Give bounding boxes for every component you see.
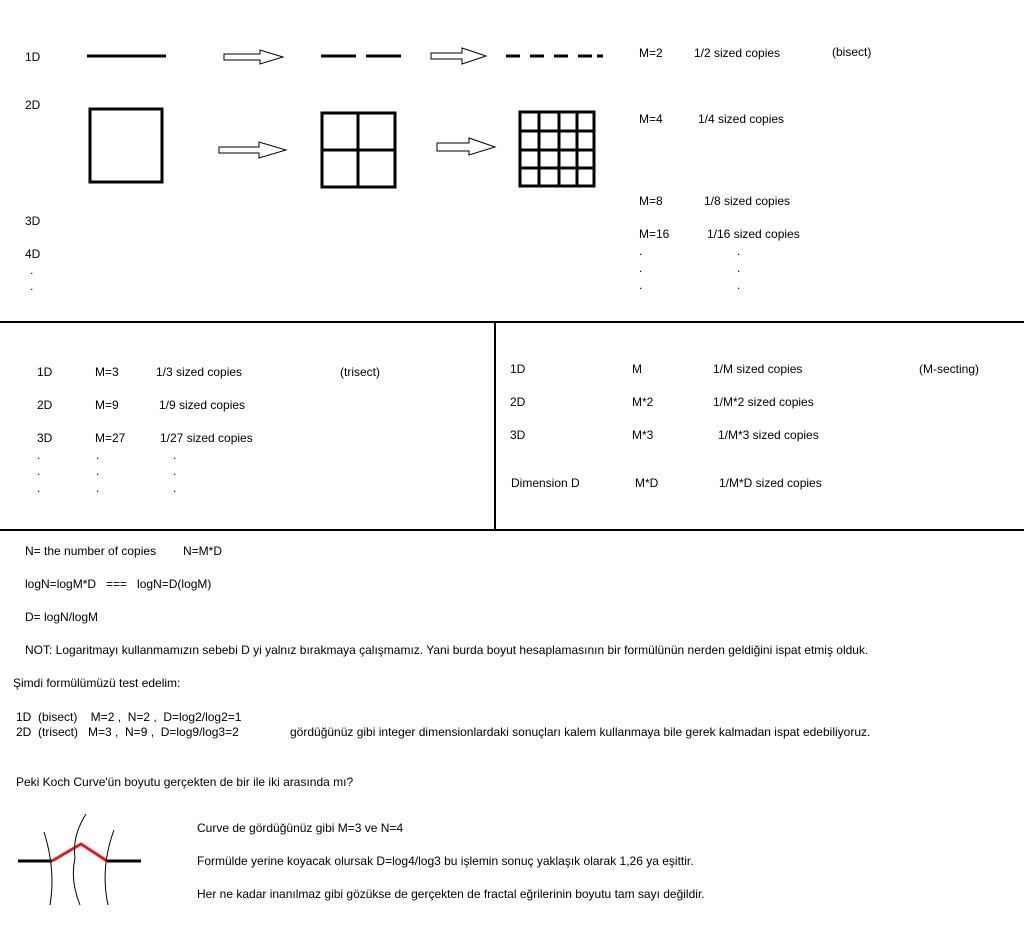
ellipsis-dot: . [96, 448, 100, 462]
rp-dim: 1D [510, 362, 526, 376]
square-sixteenths [520, 112, 594, 186]
quarter-copies-label: 1/4 sized copies [698, 112, 785, 126]
lp-copies: 1/9 sized copies [159, 398, 246, 412]
koch-formula-text: Formülde yerine koyacak olursak D=log4/log3 bu işlemin sonuç yaklaşık olarak 1,26 ya eşittir. [197, 854, 694, 868]
ellipsis-dot: . [30, 279, 34, 293]
lp-m: M=27 [95, 431, 126, 445]
rp-dim: 2D [510, 395, 526, 409]
ellipsis-dot: . [173, 448, 177, 462]
koch-mn-text: Curve de gördüğünüz gibi M=3 ve N=4 [197, 821, 404, 835]
ellipsis-dot: . [737, 244, 741, 258]
rp-copies: 1/M sized copies [713, 362, 803, 376]
koch-conclusion-text: Her ne kadar inanılmaz gibi gözükse de gerçekten de fractal eğrilerinin boyutu tam sayı değildir. [197, 887, 705, 901]
rp-m: M*2 [632, 395, 654, 409]
label-4d: 4D [25, 247, 41, 261]
ellipsis-dot: . [639, 244, 643, 258]
square-full [90, 109, 162, 182]
koch-question: Peki Koch Curve'ün boyutu gerçekten de bir ile iki arasında mı? [16, 775, 354, 789]
m8-label: M=8 [639, 194, 663, 208]
rp-m: M [632, 362, 642, 376]
ellipsis-dot: . [37, 464, 41, 478]
arrow-icon [437, 138, 495, 155]
rp-dim: Dimension D [511, 476, 580, 490]
log-equation: logN=logM*D === logN=D(logM) [25, 577, 212, 591]
rp-copies: 1/M*2 sized copies [713, 395, 814, 409]
bisect-label: (bisect) [832, 45, 872, 59]
ellipsis-dot: . [173, 464, 177, 478]
koch-curve-sketch [18, 814, 141, 905]
label-3d: 3D [25, 214, 41, 228]
rp-m: M*3 [632, 428, 654, 442]
square-quarters [322, 113, 395, 187]
ellipsis-dot: . [639, 261, 643, 275]
ellipsis-dot: . [30, 263, 34, 277]
ellipsis-dot: . [639, 278, 643, 292]
arrow-icon [224, 50, 283, 64]
ellipsis-dot: . [173, 481, 177, 495]
lp-copies: 1/3 sized copies [156, 365, 243, 379]
trisect-label: (trisect) [340, 365, 380, 379]
m2-label: M=2 [639, 46, 663, 60]
rp-dim: 3D [510, 428, 526, 442]
bisect-test-line: 1D (bisect) M=2 , N=2 , D=log2/log2=1 [16, 710, 242, 724]
integer-dimension-note: gördüğünüz gibi integer dimensionlardaki sonuçları kalem kullanmaya bile gerek kalmadan ispat edebiliyoruz. [290, 725, 871, 739]
lp-dim: 3D [37, 431, 53, 445]
label-2d: 2D [25, 98, 41, 112]
ellipsis-dot: . [96, 464, 100, 478]
arrow-icon [431, 48, 486, 64]
lp-m: M=9 [95, 398, 119, 412]
m4-label: M=4 [639, 112, 663, 126]
eighth-copies-label: 1/8 sized copies [704, 194, 791, 208]
test-heading: Şimdi formülümüzü test edelim: [13, 676, 181, 690]
ellipsis-dot: . [37, 481, 41, 495]
ellipsis-dot: . [37, 448, 41, 462]
trisect-test-line: 2D (trisect) M=3 , N=9 , D=log9/log3=2 [16, 725, 239, 739]
rp-copies: 1/M*3 sized copies [718, 428, 819, 442]
m-secting-label: (M-secting) [919, 362, 980, 376]
lp-m: M=3 [95, 365, 119, 379]
note-text: NOT: Logaritmayı kullanmamızın sebebi D yi yalnız bırakmaya çalışmamız. Yani burda boyut hesaplamasının bir formülünün nerden geldiğini ispat etmiş olduk. [25, 643, 869, 657]
ellipsis-dot: . [737, 261, 741, 275]
lp-dim: 1D [37, 365, 53, 379]
rp-m: M*D [635, 476, 659, 490]
ellipsis-dot: . [737, 278, 741, 292]
d-equation: D= logN/logM [25, 610, 99, 624]
lp-dim: 2D [37, 398, 53, 412]
arrow-icon [219, 142, 286, 158]
sixteenth-copies-label: 1/16 sized copies [707, 227, 800, 241]
half-copies-label: 1/2 sized copies [694, 46, 781, 60]
ellipsis-dot: . [96, 481, 100, 495]
label-1d: 1D [25, 50, 41, 64]
rp-copies: 1/M*D sized copies [719, 476, 822, 490]
lp-copies: 1/27 sized copies [160, 431, 253, 445]
n-definition: N= the number of copies [25, 544, 157, 558]
m16-label: M=16 [639, 227, 670, 241]
n-formula: N=M*D [183, 544, 223, 558]
